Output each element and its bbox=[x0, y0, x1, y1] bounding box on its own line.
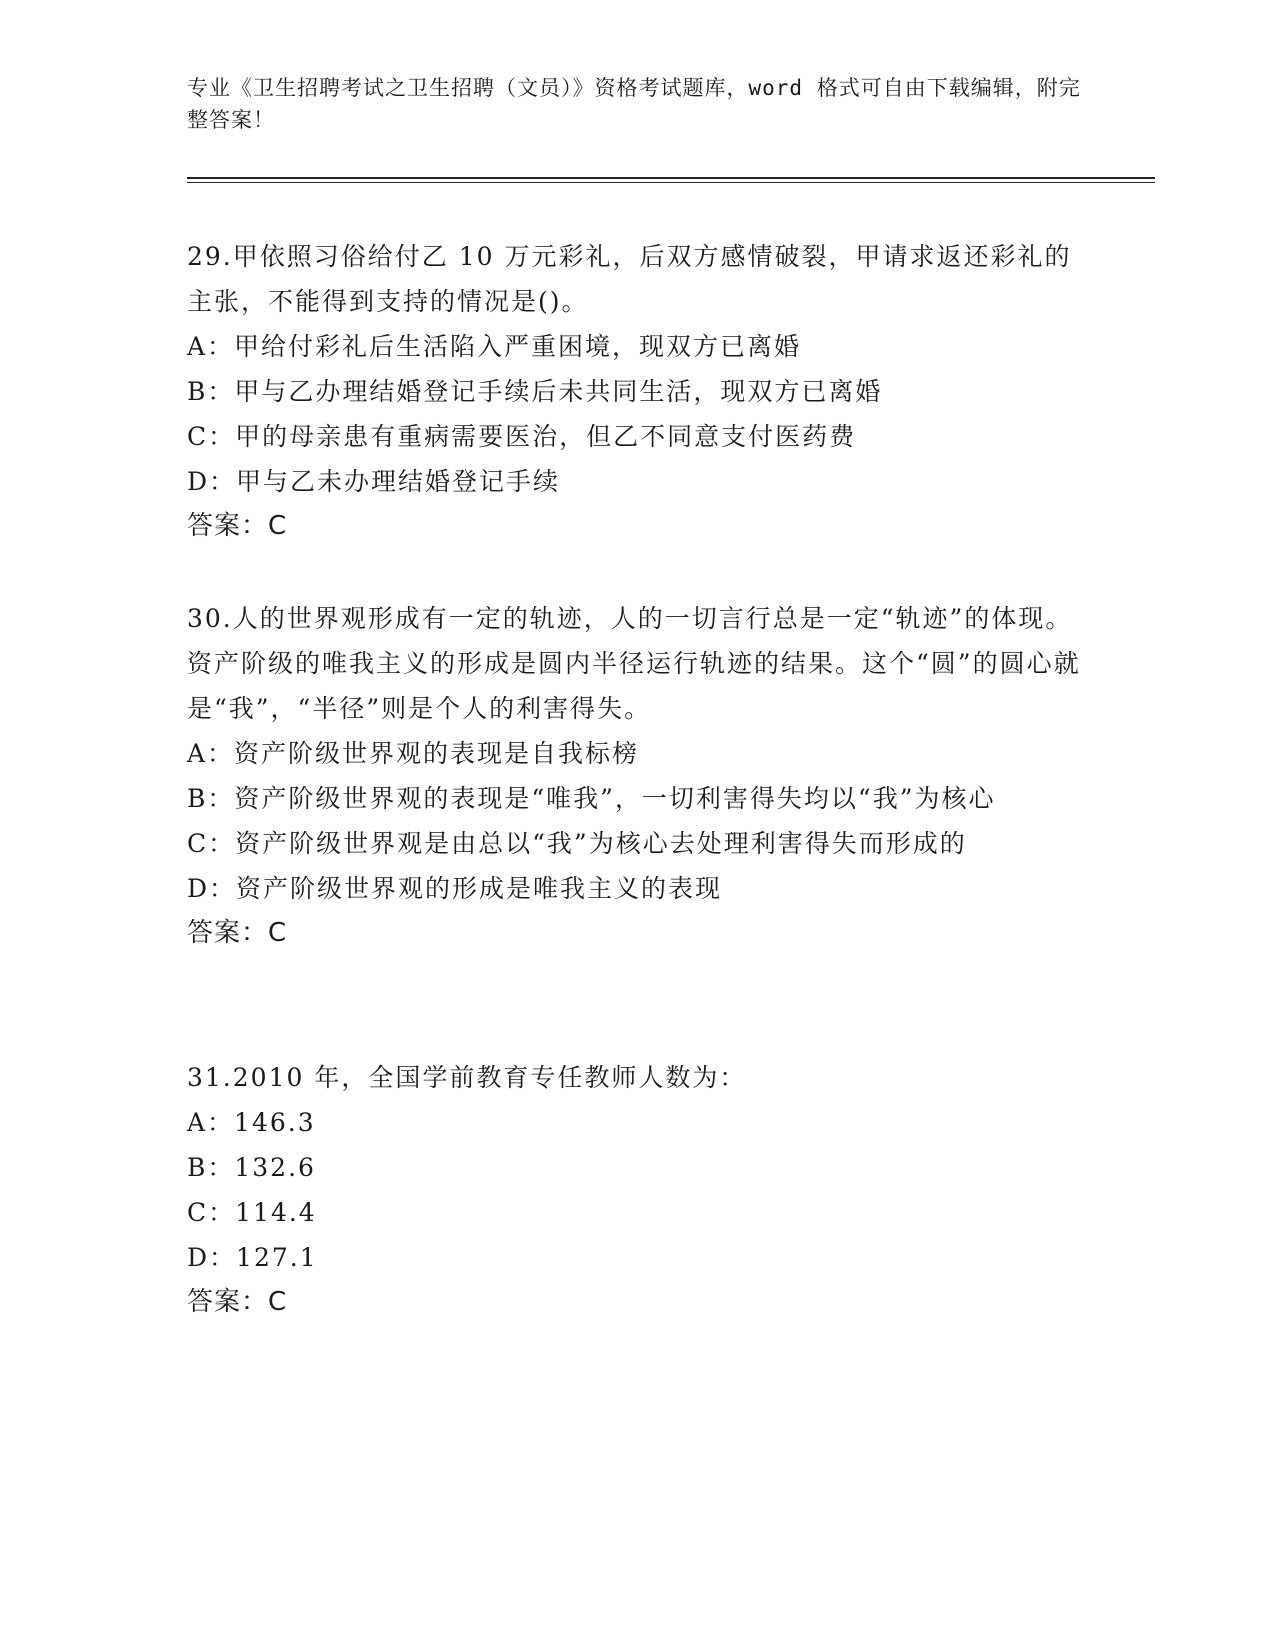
question-stem: 29.甲依照习俗给付乙 10 万元彩礼，后双方感情破裂，甲请求返还彩礼的主张，不能得到支持的情况是()。 bbox=[187, 242, 1072, 316]
option-b: B：132.6 bbox=[187, 1153, 316, 1182]
option-a: A：资产阶级世界观的表现是自我标榜 bbox=[187, 739, 640, 768]
option-b: B：资产阶级世界观的表现是“唯我”，一切利害得失均以“我”为核心 bbox=[187, 784, 996, 813]
option-c: C：114.4 bbox=[187, 1198, 317, 1227]
option-a: A：甲给付彩礼后生活陷入严重困境，现双方已离婚 bbox=[187, 332, 802, 361]
option-b: B：甲与乙办理结婚登记手续后未共同生活，现双方已离婚 bbox=[187, 377, 883, 406]
answer-line: 答案：C bbox=[187, 511, 288, 541]
answer-line: 答案：C bbox=[187, 1287, 288, 1317]
option-d: D：甲与乙未办理结婚登记手续 bbox=[187, 467, 561, 496]
question-stem: 31.2010 年，全国学前教育专任教师人数为： bbox=[187, 1063, 747, 1092]
question-stem: 30.人的世界观形成有一定的轨迹，人的一切言行总是一定“轨迹”的体现。资产阶级的唯我主义的形成是圆内半径运行轨迹的结果。这个“圆”的圆心就是“我”，“半径”则是个人的利害得失。 bbox=[187, 604, 1081, 723]
option-c: C：甲的母亲患有重病需要医治，但乙不同意支付医药费 bbox=[187, 422, 857, 451]
header-divider bbox=[187, 177, 1155, 179]
option-d: D：资产阶级世界观的形成是唯我主义的表现 bbox=[187, 874, 723, 903]
document-header: 专业《卫生招聘考试之卫生招聘（文员）》资格考试题库，word 格式可自由下载编辑，附完整答案！ bbox=[187, 76, 1081, 132]
answer-line: 答案：C bbox=[187, 918, 288, 948]
question-29 bbox=[187, 234, 1087, 549]
header-divider-thin bbox=[187, 182, 1155, 183]
option-c: C：资产阶级世界观是由总以“我”为核心去处理利害得失而形成的 bbox=[187, 829, 967, 858]
question-31 bbox=[187, 1055, 1087, 1325]
option-d: D：127.1 bbox=[187, 1243, 318, 1272]
option-a: A：146.3 bbox=[187, 1108, 316, 1137]
question-30 bbox=[187, 596, 1087, 956]
